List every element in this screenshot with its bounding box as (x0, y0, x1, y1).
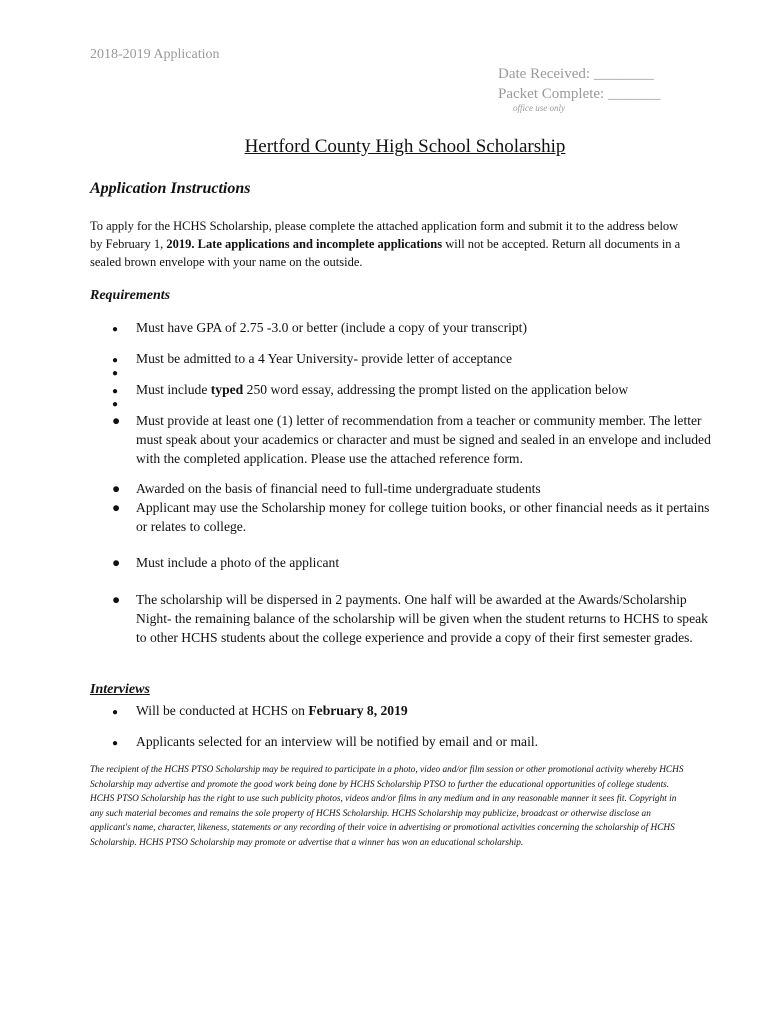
recommendation-text: Must provide at least one (1) letter of recommendation from a teacher or community member. The letter must speak about your academics or character and must be signed and sealed in an envelope and included with the completed application. Please use the attached reference form. (136, 413, 711, 466)
money-use-text: Applicant may use the Scholarship money for college tuition books, or other financial needs as it pertains or relates to college. (136, 500, 710, 534)
gpa-text: Must have GPA of 2.75 -3.0 or better (include a copy of your transcript) (136, 320, 527, 335)
list-item-financial-need (112, 479, 712, 498)
instructions-paragraph (90, 217, 690, 271)
list-item-interview-notify (112, 732, 712, 751)
application-year: 2018-2019 Application (90, 47, 220, 62)
bullet-icon: ● (112, 592, 121, 607)
list-item-essay (112, 380, 712, 399)
essay-typed-bold: typed (210, 382, 244, 397)
office-use-note: office use only (513, 103, 565, 113)
bullet-icon: ● (112, 500, 121, 515)
interview-date-bold: February 8, 2019 (308, 703, 408, 718)
list-item-interview-date (112, 701, 712, 720)
packet-complete-field: Packet Complete: _______ (498, 86, 661, 102)
essay-text-post: 250 word essay, addressing the prompt listed on the application below (243, 382, 629, 397)
interviews-heading: Interviews (90, 682, 150, 697)
instructions-deadline-bold: 2019. Late applications and incomplete applications (166, 237, 443, 251)
financial-need-text: Awarded on the basis of financial need to full-time undergraduate students (136, 481, 541, 496)
date-received-field: Date Received: ________ (498, 66, 654, 82)
interview-notify-text: Applicants selected for an interview will be notified by email and or mail. (136, 734, 539, 749)
bullet-icon: ● (112, 355, 119, 366)
bullet-icon: ● (112, 738, 119, 749)
instructions-text-2: will not be accepted. Return all documents in a sealed brown envelope with your name on the outside. (90, 237, 681, 269)
bullet-icon: ● (112, 413, 121, 428)
bullet-icon: ● (112, 368, 119, 379)
bullet-icon: ● (112, 481, 121, 496)
list-item-money-use (112, 498, 712, 536)
photo-text: Must include a photo of the applicant (136, 555, 340, 570)
bullet-icon: ● (112, 324, 119, 335)
instructions-heading: Application Instructions (90, 180, 251, 197)
bullet-icon: ● (112, 555, 121, 570)
disclaimer-text: The recipient of the HCHS PTSO Scholarship may be required to participate in a photo, video and/or film session or other promotional activity whereby HCHS Scholarship may advertise and promote the good work being done by HCHS Scholarship PTSO to further the educational opportunities of college students. HCHS PTSO Scholarship has the right to use such publicity photos, videos and/or films in any medium and in any reasonable manner it sees fit. Copyright in any such material becomes and remains the sole property of HCHS Scholarship. HCHS Scholarship may publicize, broadcast or otherwise disclose an applicant's name, character, likeness, statements or any recording of their voice in advertising or promotional activities concerning the scholarship of HCHS Scholarship. HCHS PTSO Scholarship may promote or advertise that a winner has won an educational scholarship. (90, 765, 684, 848)
essay-text (136, 380, 712, 399)
list-item-recommendation (112, 411, 712, 468)
essay-text-pre: Must include (136, 382, 211, 397)
bullet-icon: ● (112, 386, 119, 397)
university-text: Must be admitted to a 4 Year University- provide letter of acceptance (136, 351, 512, 366)
dispersal-text: The scholarship will be dispersed in 2 payments. One half will be awarded at the Awards/Scholarship Night- the remaining balance of the scholarship will be given when the student returns to HCHS to speak to other HCHS students about the college experience and provide a copy of their first semester grades. (136, 592, 708, 645)
requirements-heading: Requirements (90, 288, 171, 303)
instructions-text-1: To apply for the HCHS Scholarship, please complete the attached application form and submit it to the address below by February 1, (90, 219, 679, 251)
list-item-dispersal (112, 590, 712, 647)
list-item-gpa (112, 318, 712, 337)
interview-date-text (136, 701, 712, 720)
interview-date-pre: Will be conducted at HCHS on (136, 703, 309, 718)
bullet-icon: ● (112, 399, 119, 410)
list-item-university (112, 349, 712, 368)
page-title: Hertford County High School Scholarship (244, 136, 566, 157)
list-item-photo (112, 553, 712, 572)
bullet-icon: ● (112, 707, 119, 718)
